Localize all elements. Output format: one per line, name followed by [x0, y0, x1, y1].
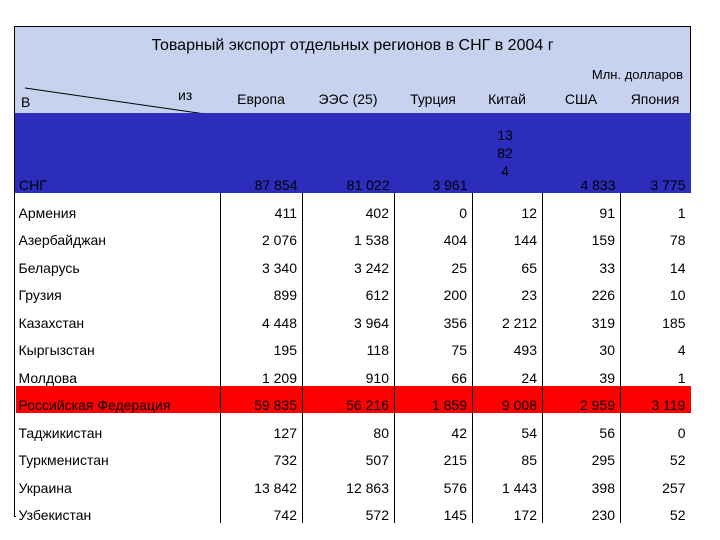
row-label: Армения [16, 193, 221, 221]
cell-value: 2 076 [221, 221, 303, 249]
table-row [16, 221, 691, 249]
cell-value: 42 [395, 413, 473, 441]
cell-value: 87 854 [221, 113, 303, 193]
export-data-table [15, 113, 691, 523]
table-row [16, 248, 691, 276]
cell-value: 1 209 [221, 358, 303, 386]
row-label: Казахстан [16, 303, 221, 331]
cell-value: 398 [543, 468, 621, 496]
cell-value: 899 [221, 276, 303, 304]
cell-value: 24 [473, 358, 543, 386]
cell-value: 0 [621, 413, 691, 441]
col-header-china: Китай [488, 91, 526, 107]
cell-value: 145 [395, 496, 473, 524]
cell-value: 65 [473, 248, 543, 276]
cell-value: 411 [221, 193, 303, 221]
col-header-eu25: ЭЭС (25) [318, 91, 378, 107]
cell-value: 576 [395, 468, 473, 496]
cell-value: 257 [621, 468, 691, 496]
table-row [16, 276, 691, 304]
cell-value: 612 [303, 276, 395, 304]
cell-value: 200 [395, 276, 473, 304]
cell-value: 185 [621, 303, 691, 331]
cell-value: 3 340 [221, 248, 303, 276]
cell-value: 742 [221, 496, 303, 524]
table-row [16, 496, 691, 524]
cell-value: 226 [543, 276, 621, 304]
cis-total-row [16, 113, 691, 193]
cell-value: 4 833 [543, 113, 621, 193]
row-label: Азербайджан [16, 221, 221, 249]
cell-value: 159 [543, 221, 621, 249]
cell-value: 3 242 [303, 248, 395, 276]
cell-value: 54 [473, 413, 543, 441]
cell-value: 12 863 [303, 468, 395, 496]
cell-value: 81 022 [303, 113, 395, 193]
cell-value: 66 [395, 358, 473, 386]
cell-value: 172 [473, 496, 543, 524]
cell-value: 507 [303, 441, 395, 469]
cell-value: 3 964 [303, 303, 395, 331]
table-title: Товарный экспорт отдельных регионов в СНГ в 2004 г [151, 37, 554, 54]
cell-value: 144 [473, 221, 543, 249]
cell-value: 9 008 [473, 386, 543, 414]
table-row [16, 441, 691, 469]
cell-value: 402 [303, 193, 395, 221]
col-header-europe: Европа [237, 91, 285, 107]
cell-value: 404 [395, 221, 473, 249]
cell-value: 230 [543, 496, 621, 524]
table-row [16, 358, 691, 386]
row-label: Грузия [16, 276, 221, 304]
row-label: Российская Федерация [16, 386, 221, 414]
cell-value-wrapped [473, 113, 543, 193]
table-row [16, 468, 691, 496]
unit-label: Млн. долларов [591, 67, 683, 82]
table-row [16, 303, 691, 331]
cell-value: 1 538 [303, 221, 395, 249]
cell-value: 195 [221, 331, 303, 359]
wrapped-part: 13 [497, 127, 513, 143]
cell-value: 14 [621, 248, 691, 276]
cell-value: 39 [543, 358, 621, 386]
cell-value: 56 [543, 413, 621, 441]
cell-value: 127 [221, 413, 303, 441]
row-label: Украина [16, 468, 221, 496]
cell-value: 319 [543, 303, 621, 331]
col-header-japan: Япония [630, 91, 680, 107]
cell-value: 78 [621, 221, 691, 249]
cell-value: 3 119 [621, 386, 691, 414]
row-label: Беларусь [16, 248, 221, 276]
cell-value: 1 859 [395, 386, 473, 414]
row-label: Кыргызстан [16, 331, 221, 359]
table-header [15, 27, 690, 113]
cell-value: 295 [543, 441, 621, 469]
cell-value: 59 835 [221, 386, 303, 414]
col-header-turkey: Турция [410, 91, 456, 107]
cell-value: 732 [221, 441, 303, 469]
cell-value: 1 443 [473, 468, 543, 496]
col-header-usa: США [564, 91, 598, 107]
cell-value: 33 [543, 248, 621, 276]
table-row [16, 331, 691, 359]
row-label: СНГ [16, 113, 221, 193]
cell-value: 4 448 [221, 303, 303, 331]
row-label: Узбекистан [16, 496, 221, 524]
cell-value: 75 [395, 331, 473, 359]
cell-value: 52 [621, 496, 691, 524]
cell-value: 356 [395, 303, 473, 331]
cell-value: 3 961 [395, 113, 473, 193]
cell-value: 1 [621, 193, 691, 221]
table-row-highlighted [16, 386, 691, 414]
wrapped-part: 82 [497, 145, 513, 161]
cell-value: 30 [543, 331, 621, 359]
cell-value: 91 [543, 193, 621, 221]
cell-value: 10 [621, 276, 691, 304]
cell-value: 25 [395, 248, 473, 276]
cell-value: 56 216 [303, 386, 395, 414]
cell-value: 13 842 [221, 468, 303, 496]
cell-value: 910 [303, 358, 395, 386]
cell-value: 2 959 [543, 386, 621, 414]
cell-value: 52 [621, 441, 691, 469]
cell-value: 85 [473, 441, 543, 469]
table-row [16, 193, 691, 221]
cell-value: 4 [621, 331, 691, 359]
corner-row-label: В [21, 94, 31, 110]
row-label: Таджикистан [16, 413, 221, 441]
row-label: Туркменистан [16, 441, 221, 469]
corner-col-label: из [178, 87, 193, 103]
cell-value: 493 [473, 331, 543, 359]
export-table-sheet [14, 26, 691, 523]
cell-value: 12 [473, 193, 543, 221]
cell-value: 23 [473, 276, 543, 304]
cell-value: 3 775 [621, 113, 691, 193]
row-label: Молдова [16, 358, 221, 386]
cell-value: 118 [303, 331, 395, 359]
cell-value: 215 [395, 441, 473, 469]
cell-value: 572 [303, 496, 395, 524]
cell-value: 2 212 [473, 303, 543, 331]
cell-value: 0 [395, 193, 473, 221]
cell-value: 1 [621, 358, 691, 386]
cell-value: 80 [303, 413, 395, 441]
wrapped-part: 4 [501, 163, 509, 179]
table-row [16, 413, 691, 441]
